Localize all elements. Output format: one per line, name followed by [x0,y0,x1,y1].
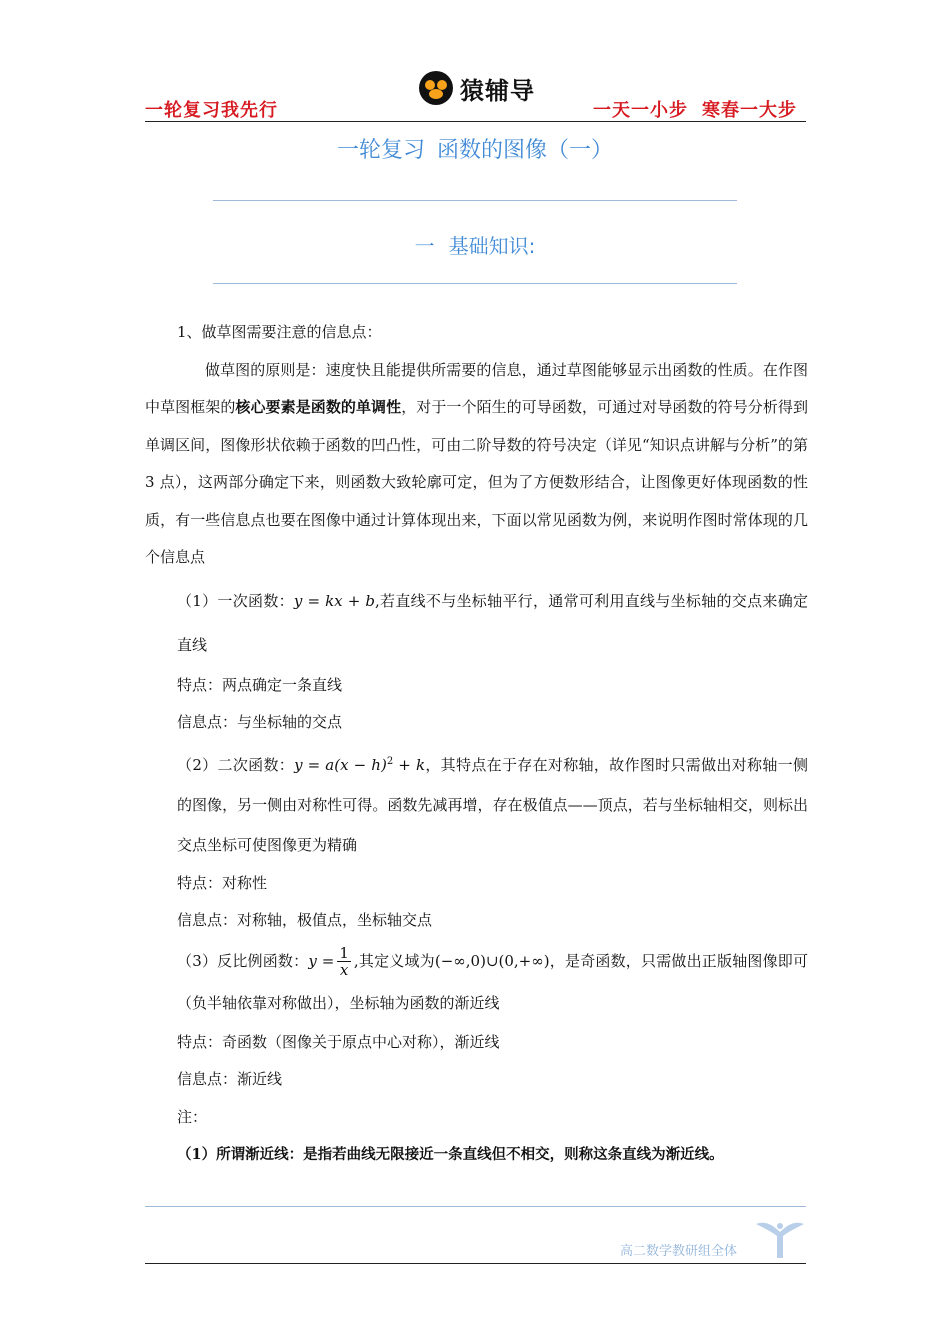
monkey-logo-icon [418,70,454,106]
fraction-denominator: x [339,961,349,979]
inverse-feature: 特点：奇函数（图像关于原点中心对称），渐近线 [177,1032,500,1051]
footer-rule [145,1206,806,1207]
right-slogan-1: 一天一小步 [593,100,688,121]
inverse-label: （3）反比例函数： [177,951,309,970]
quadratic-formula-b: + k [393,755,426,774]
brand-logo [418,70,535,106]
footer-text: 高二数学教研组全体 [620,1244,738,1259]
title-main: 一轮复习 [336,138,425,163]
inverse-domain: (−∞,0)∪(0,+∞) [434,951,550,970]
section-heading [0,230,950,259]
right-slogan-2: 寒春一大步 [702,100,797,121]
quadratic-text: ，其特点在于存在对称轴，故作图时只需做出对称轴一侧的图像，另一侧由对称性可得。函数先减再增，存在极值点——顶点，若与坐标轴相交，则标出交点坐标可使图像更为精确 [177,755,809,854]
quadratic-feature: 特点：对称性 [177,873,268,892]
section-rule-top [213,200,737,201]
footer-decoration-icon [752,1218,808,1264]
footer-divider [145,1263,806,1264]
title-sub: 函数的图像（一） [437,138,614,163]
logo-text: 猿辅导 [460,76,535,105]
quadratic-info: 信息点：对称轴，极值点，坐标轴交点 [177,911,433,929]
quadratic-paragraph [145,742,808,865]
item1-heading: 1、做草图需要注意的信息点： [177,323,382,341]
inverse-text-a: ,其定义域为 [353,951,435,970]
principle-text-a: 做草图的原则是：速度快且能提供所需要的信息，通过草图能够显示出函数的性质。在作图中草图框架的 [145,360,808,416]
principle-text-b: ，对于一个陌生的可导函数，可通过对导函数的符号分析得到单调区间，图像形状依赖于函数的凹凸性，可由二阶导数的符号决定（详见“知识点讲解与分析”的第 3 点），这两部分确定下来，则函数大致轮廓可定，但为了方便数形结合，让图像更好体现函数的性质，有一些信息点也要在图像中通过计算体现出来，下面以常见函数为例，来说明作图时常体现的几个信息点 [145,398,808,566]
inverse-info: 信息点：渐近线 [177,1070,283,1088]
principle-paragraph [145,352,808,577]
inverse-lhs: y = [308,951,335,970]
section-title: 基础知识: [448,234,536,258]
page-title [0,133,950,164]
quadratic-exponent: 2 [386,755,394,767]
header-divider [145,121,806,122]
inverse-paragraph [145,940,808,1024]
section-rule-bottom [213,283,737,284]
linear-info: 信息点：与坐标轴的交点 [177,713,343,731]
linear-text: ,若直线不与坐标轴平行，通常可利用直线与坐标轴的交点来确定直线 [177,591,809,654]
section-number: 一 [414,234,435,258]
document-body [145,314,808,1174]
note-1: （1）所谓渐近线：是指若曲线无限接近一条直线但不相交，则称这条直线为渐近线。 [177,1146,724,1163]
header-left-slogan: 一轮复习我先行 [145,100,278,121]
inverse-text-b: ，是奇函数，只需做出正版轴图像即可（负半轴依靠对称做出），坐标轴为函数的渐近线 [177,951,808,1012]
linear-label: （1）一次函数： [177,591,294,610]
linear-paragraph [145,579,808,667]
fraction-numerator: 1 [339,944,349,962]
header-right-slogan [593,96,797,122]
linear-formula: y = kx + b [293,591,375,610]
inverse-fraction [337,945,351,978]
linear-feature: 特点：两点确定一条直线 [177,675,343,694]
quadratic-label: （2）二次函数： [177,755,295,774]
principle-bold: 核心要素是函数的单调性 [235,398,402,416]
quadratic-formula-a: y = a(x − h) [294,755,387,774]
note-label: 注： [177,1107,208,1126]
